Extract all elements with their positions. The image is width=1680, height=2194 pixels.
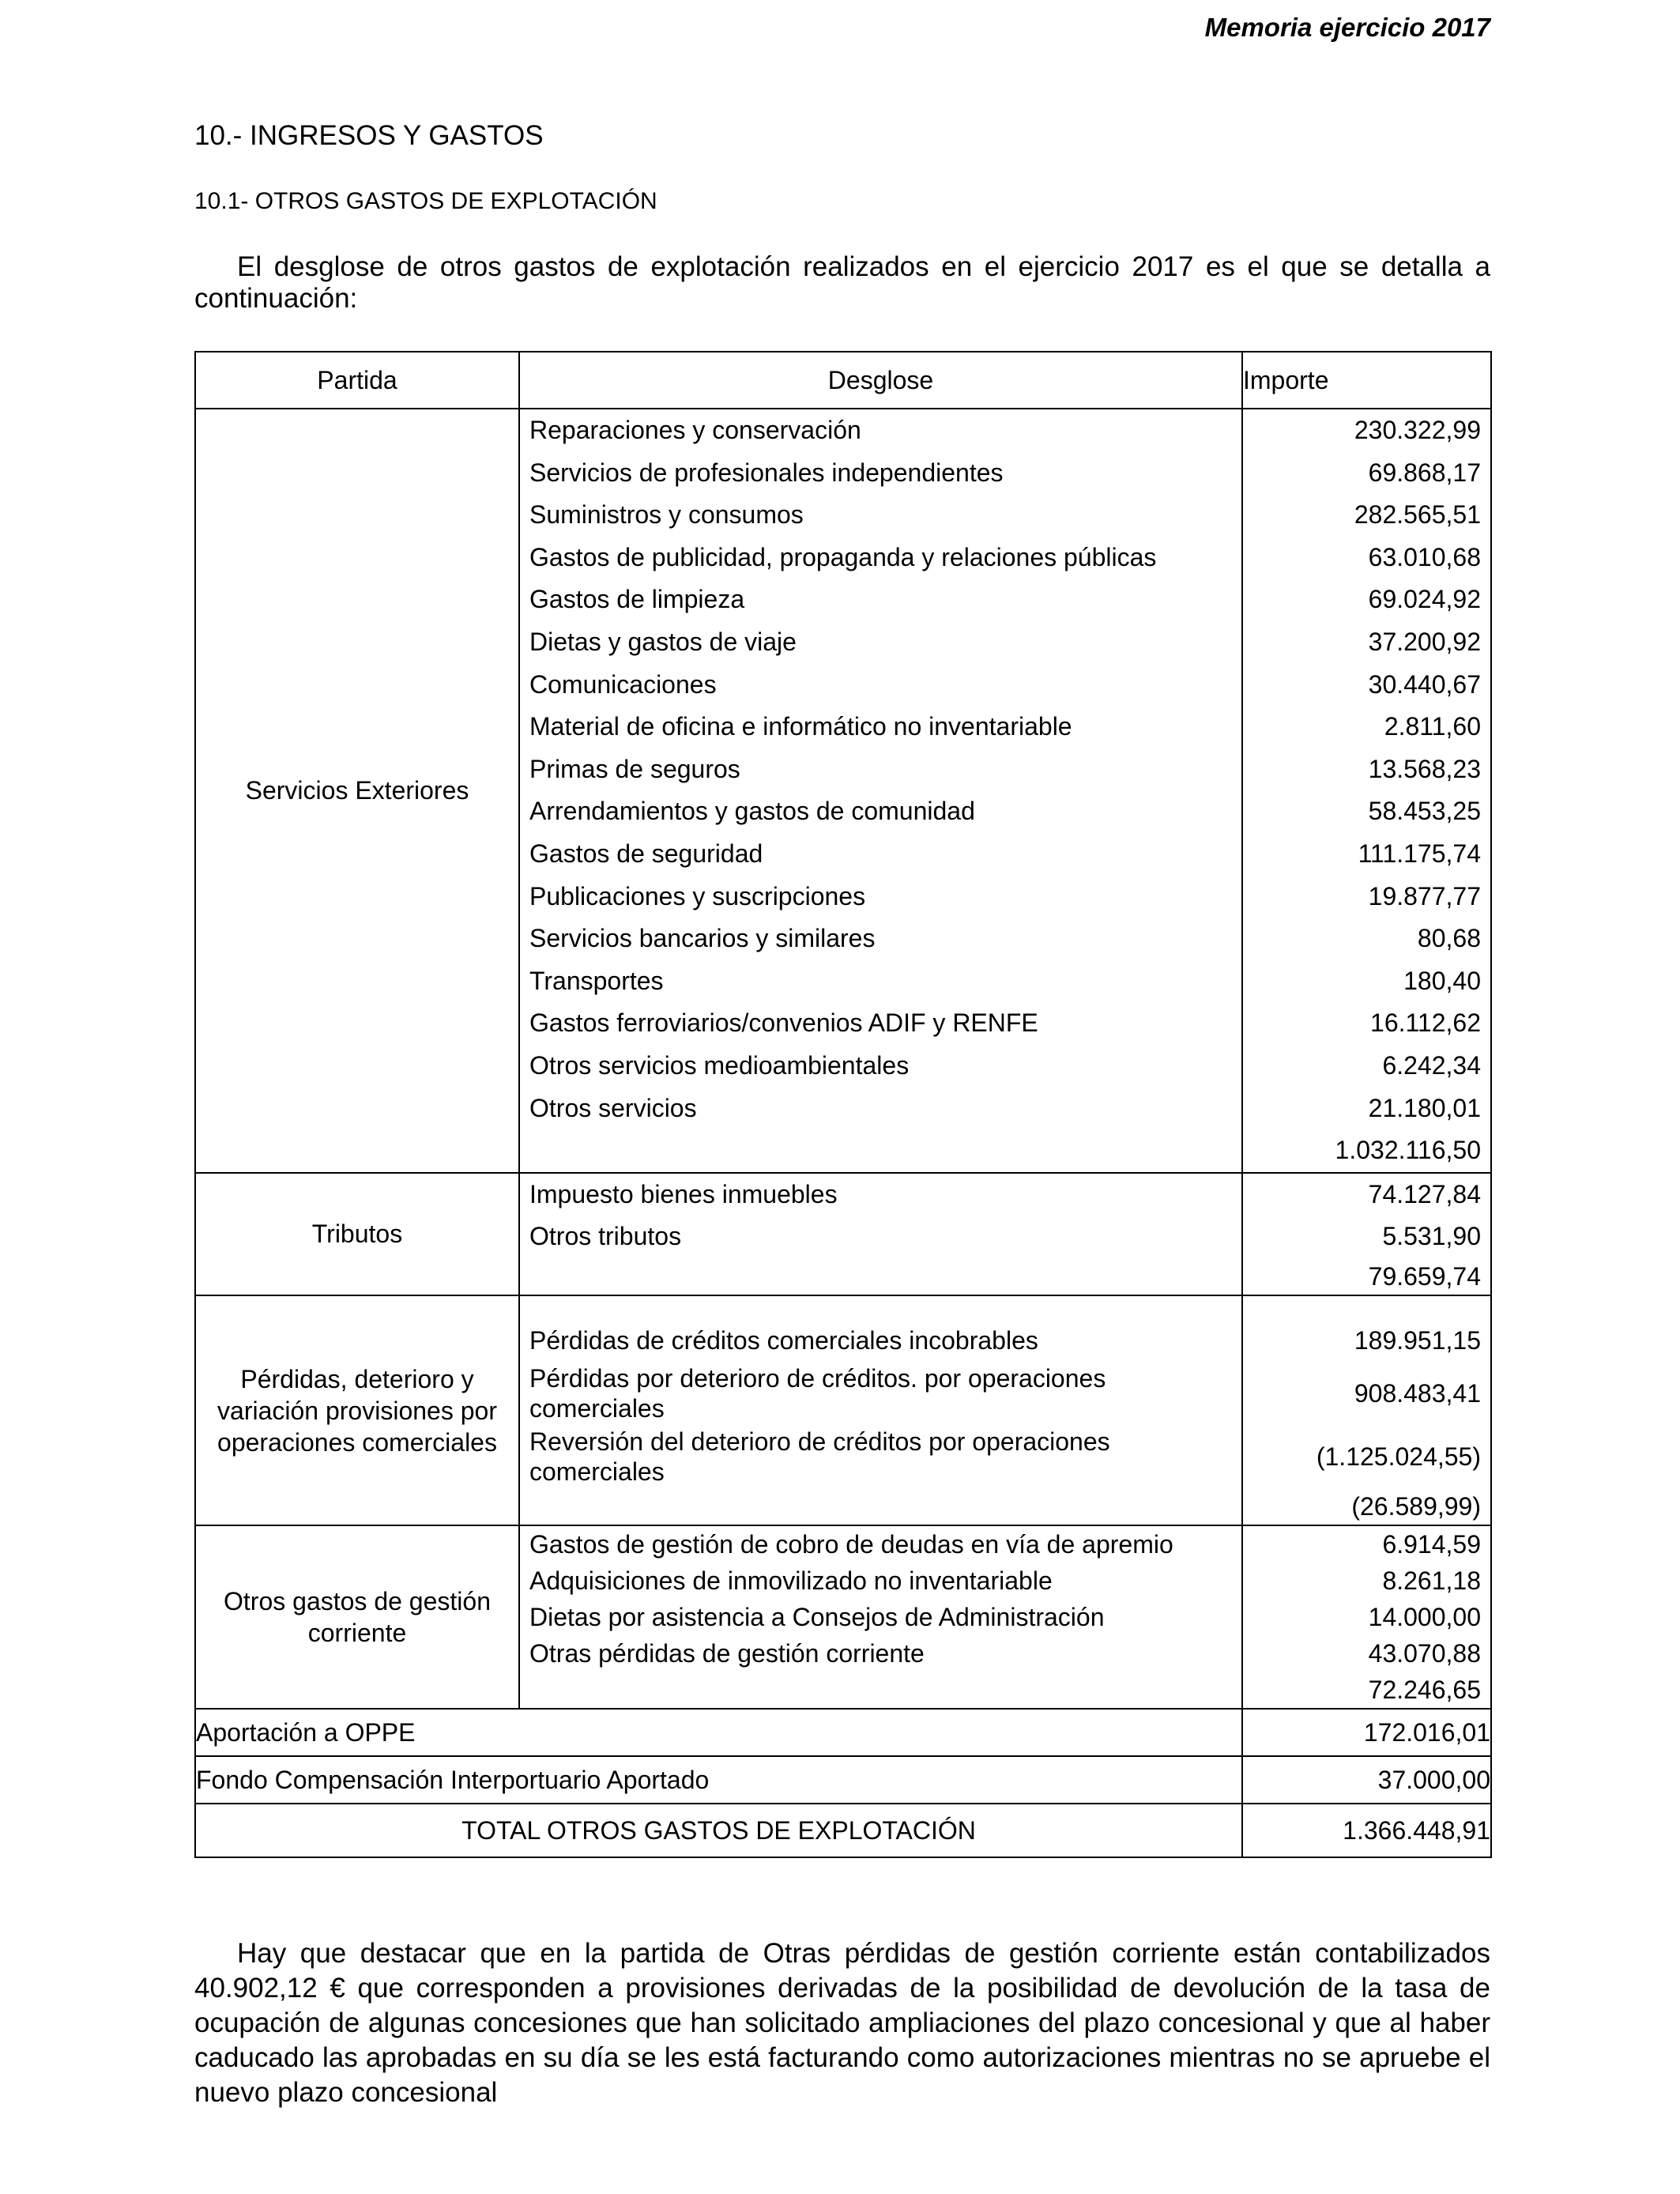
subtotal-perdidas-deterioro: (26.589,99) <box>1351 1492 1481 1521</box>
amount-line: 74.127,84 <box>1368 1179 1481 1208</box>
header-desglose: Desglose <box>519 352 1242 409</box>
amount-line: 37.200,92 <box>1368 627 1481 656</box>
concept-line: Otros tributos <box>529 1222 682 1251</box>
amount-line: 16.112,62 <box>1370 1008 1481 1038</box>
amount-line: 180,40 <box>1403 966 1481 995</box>
desglose-perdidas-deterioro <box>519 1295 1242 1526</box>
concept-line: Gastos de limpieza <box>529 585 745 614</box>
partida-otros-gastos-gestion: Otros gastos de gestión corriente <box>195 1525 519 1709</box>
amount-line: 282.565,51 <box>1354 500 1481 530</box>
desglose-servicios-exteriores <box>519 409 1242 1173</box>
row-total <box>195 1804 1491 1857</box>
concept-line: Gastos ferroviarios/convenios ADIF y RENFE <box>529 1008 1038 1038</box>
amount-line: (1.125.024,55) <box>1316 1442 1481 1472</box>
fondo-importe: 37.000,00 <box>1242 1756 1491 1804</box>
amount-line: 80,68 <box>1417 924 1481 953</box>
amount-line: 43.070,88 <box>1368 1639 1481 1668</box>
amount-line: 69.024,92 <box>1368 585 1481 614</box>
group-servicios-exteriores <box>195 409 1491 1173</box>
row-aportacion-oppe <box>195 1709 1491 1756</box>
subtotal-blank <box>520 1129 1241 1172</box>
concept-line: Servicios de profesionales independientes <box>529 458 1004 487</box>
concept-line: Otras pérdidas de gestión corriente <box>529 1639 925 1668</box>
amount-line: 69.868,17 <box>1368 458 1481 487</box>
row-gap <box>1243 1296 1490 1320</box>
concept-line: Servicios bancarios y similares <box>529 924 876 953</box>
subtotal-blank <box>520 1488 1241 1525</box>
group-tributos <box>195 1173 1491 1295</box>
amount-line: 13.568,23 <box>1368 754 1481 783</box>
partida-perdidas-deterioro: Pérdidas, deterioro y variación provisiones por operaciones comerciales <box>195 1295 519 1526</box>
importe-tributos <box>1242 1173 1491 1295</box>
amount-line: 8.261,18 <box>1382 1566 1481 1596</box>
concept-line: Transportes <box>529 966 664 995</box>
group-perdidas-deterioro <box>195 1295 1491 1526</box>
group-otros-gastos-gestion <box>195 1525 1491 1709</box>
concept-line <box>520 1362 1241 1425</box>
amount-line: 6.914,59 <box>1382 1530 1481 1559</box>
concept-line: Gastos de gestión de cobro de deudas en vía de apremio <box>529 1530 1173 1559</box>
amount-line: 2.811,60 <box>1384 712 1481 741</box>
concept-text: Pérdidas por deterioro de créditos. por operaciones comerciales <box>529 1364 1106 1423</box>
amount-line: 21.180,01 <box>1368 1093 1481 1122</box>
partida-tributos: Tributos <box>195 1173 519 1295</box>
concept-line: Suministros y consumos <box>529 500 804 530</box>
concept-line: Pérdidas de créditos comerciales incobrables <box>529 1325 1038 1355</box>
importe-perdidas-deterioro <box>1242 1295 1491 1526</box>
section-title: 10.- INGRESOS Y GASTOS <box>194 120 544 151</box>
page-header: Memoria ejercicio 2017 <box>1204 13 1490 42</box>
concept-line: Comunicaciones <box>529 669 717 699</box>
concept-line: Adquisiciones de inmovilizado no inventariable <box>529 1566 1053 1596</box>
row-fondo-compensacion <box>195 1756 1491 1804</box>
subtotal-tributos: 79.659,74 <box>1368 1261 1481 1291</box>
subtotal-blank <box>520 1258 1241 1295</box>
concept-line <box>520 1425 1241 1488</box>
subtotal-otros-gastos-gestion: 72.246,65 <box>1368 1676 1481 1705</box>
concept-text: Reversión del deterioro de créditos por operaciones comerciales <box>529 1427 1110 1487</box>
importe-otros-gastos-gestion <box>1242 1525 1491 1709</box>
concept-line: Arrendamientos y gastos de comunidad <box>529 797 975 826</box>
concept-line: Publicaciones y suscripciones <box>529 881 866 910</box>
expenses-table <box>194 351 1492 1858</box>
header-partida: Partida <box>195 352 519 409</box>
importe-servicios-exteriores <box>1242 409 1491 1173</box>
concept-line: Gastos de publicidad, propaganda y relaciones públicas <box>529 542 1157 571</box>
desglose-tributos <box>519 1173 1242 1295</box>
fondo-label: Fondo Compensación Interportuario Aportado <box>195 1756 1242 1804</box>
amount-line: 111.175,74 <box>1358 839 1481 868</box>
desglose-otros-gastos-gestion <box>519 1525 1242 1709</box>
subtotal-servicios-exteriores: 1.032.116,50 <box>1335 1136 1481 1165</box>
amount-line: 5.531,90 <box>1382 1222 1481 1251</box>
concept-line: Impuesto bienes inmuebles <box>529 1179 838 1208</box>
aportacion-label: Aportación a OPPE <box>195 1709 1242 1756</box>
concept-line: Material de oficina e informático no inventariable <box>529 712 1072 741</box>
concept-line: Reparaciones y conservación <box>529 416 861 444</box>
amount-line: 189.951,15 <box>1354 1325 1481 1355</box>
amount-line: 230.322,99 <box>1354 416 1481 444</box>
concept-line: Otros servicios medioambientales <box>529 1050 910 1080</box>
header-importe: Importe <box>1242 352 1491 409</box>
intro-paragraph: El desglose de otros gastos de explotación realizados en el ejercicio 2017 es el que se detalla a continuación: <box>194 251 1490 314</box>
concept-line: Dietas por asistencia a Consejos de Administración <box>529 1603 1105 1632</box>
amount-line: 63.010,68 <box>1368 542 1481 571</box>
concept-line: Gastos de seguridad <box>529 839 763 868</box>
concept-line: Primas de seguros <box>529 754 740 783</box>
amount-line: 30.440,67 <box>1368 669 1481 699</box>
subtotal-blank <box>520 1672 1241 1708</box>
partida-servicios-exteriores: Servicios Exteriores <box>195 409 519 1173</box>
total-importe: 1.366.448,91 <box>1242 1804 1491 1857</box>
concept-line: Otros servicios <box>529 1093 697 1122</box>
total-label: TOTAL OTROS GASTOS DE EXPLOTACIÓN <box>195 1804 1242 1857</box>
amount-line: 14.000,00 <box>1368 1603 1481 1632</box>
amount-line: 6.242,34 <box>1382 1050 1481 1080</box>
closing-paragraph: Hay que destacar que en la partida de Otras pérdidas de gestión corriente están contabilizados 40.902,12 € que corresponden a provisiones derivadas de la posibilidad de devolución de la tasa de ocupación de algunas concesiones que han solicitado ampliaciones del plazo concesional y que al haber caducado las aprobadas en su día se les está facturando como autorizaciones mientras no se apruebe el nuevo plazo concesional <box>194 1938 1490 2108</box>
aportacion-importe: 172.016,01 <box>1242 1709 1491 1756</box>
amount-line: 19.877,77 <box>1368 881 1481 910</box>
amount-line: 908.483,41 <box>1354 1379 1481 1408</box>
concept-line: Dietas y gastos de viaje <box>529 627 797 656</box>
row-gap <box>520 1296 1241 1320</box>
subsection-title: 10.1- OTROS GASTOS DE EXPLOTACIÓN <box>194 188 657 214</box>
amount-line: 58.453,25 <box>1368 797 1481 826</box>
table-header-row <box>195 352 1491 409</box>
